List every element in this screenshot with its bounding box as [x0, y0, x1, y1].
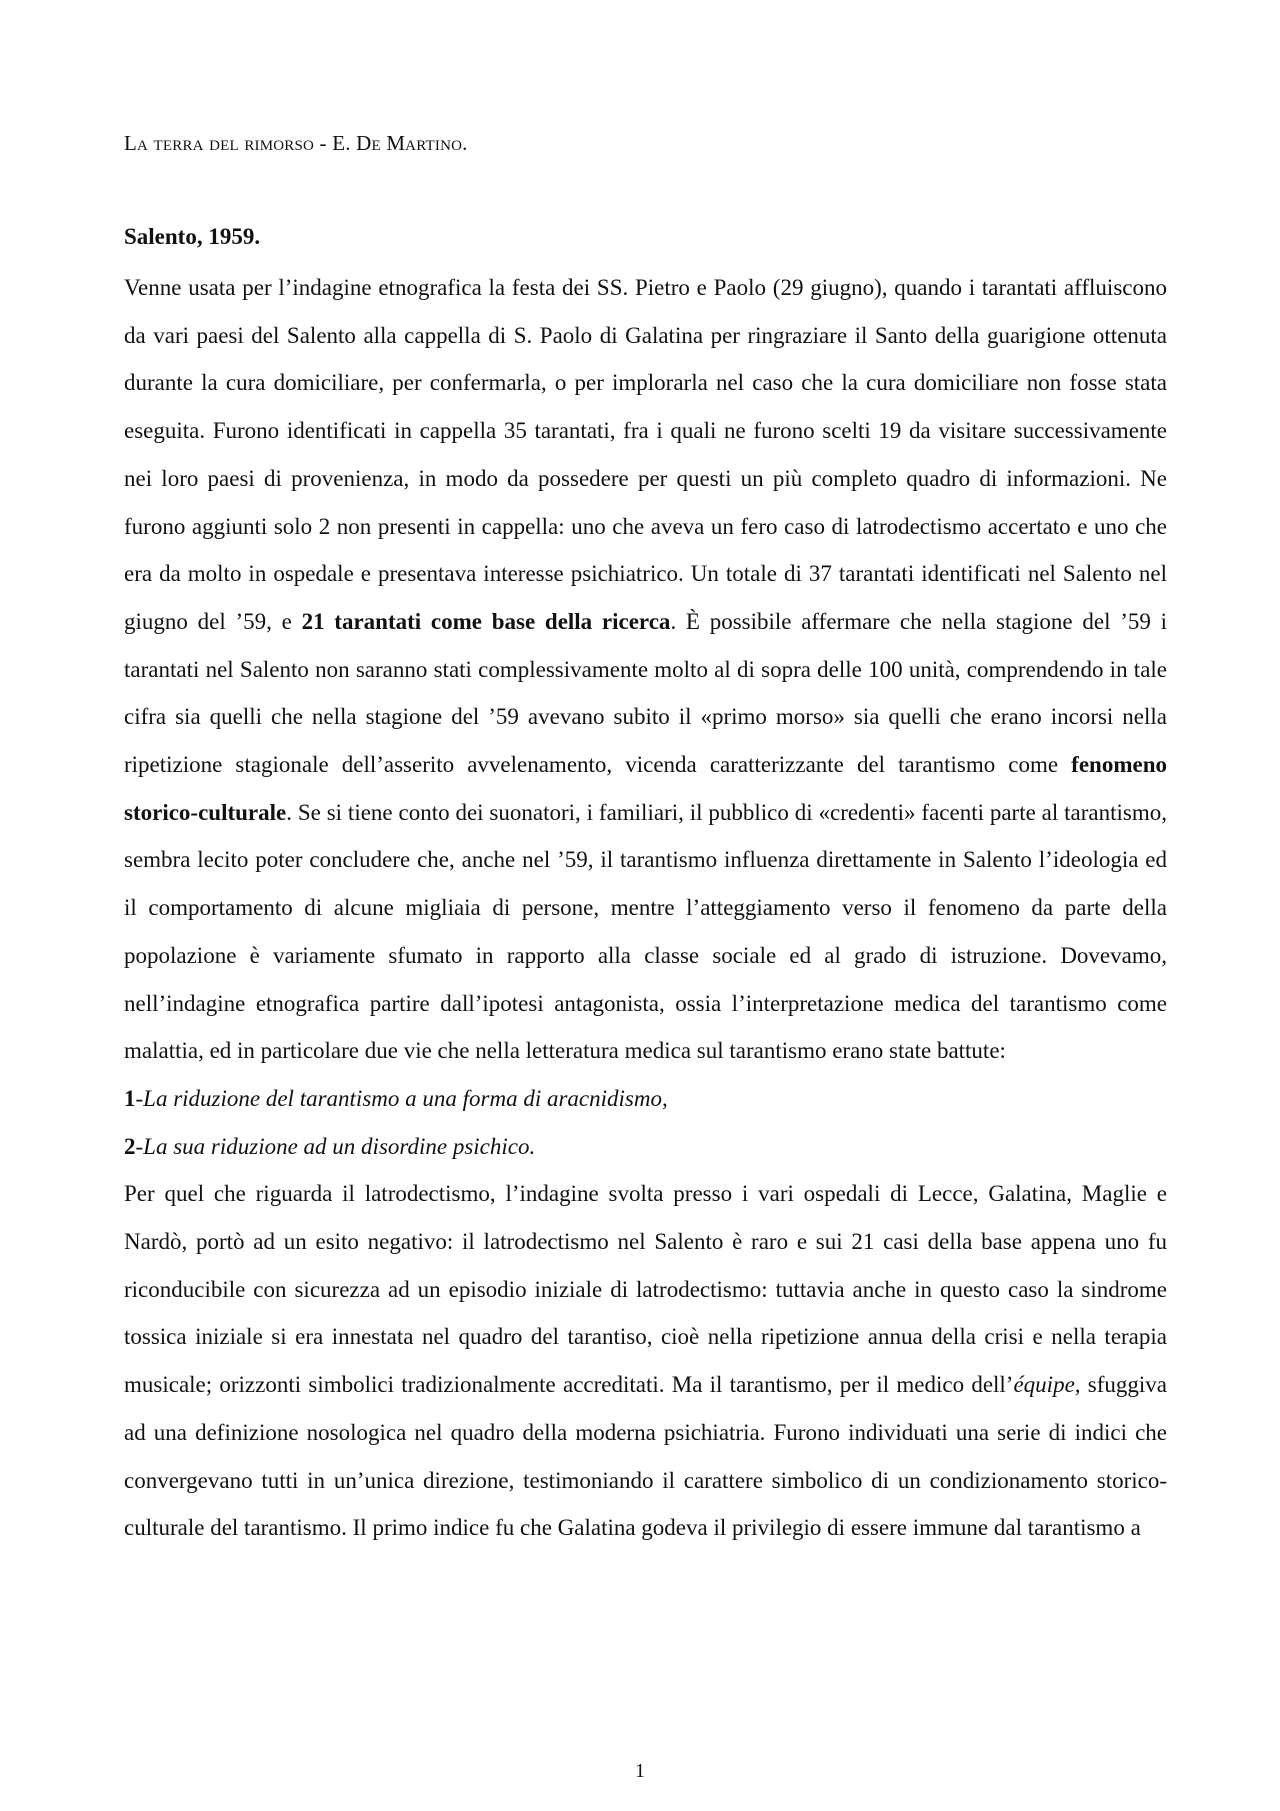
paragraph-1-text-b: . È possibile affermare che nella stagione del ’59 i tarantati nel Salento non saranno stati complessivamente molto al di sopra delle 100 unità, comprendendo in tale cifra sia quelli che nella stagione del ’59 avevano subito il «primo morso» sia quelli che erano incorsi nella ripetizione stagionale dell’asserito avvelenamento, vicenda caratterizzante del tarantismo come: [124, 608, 1167, 778]
section-heading: Salento, 1959.: [124, 224, 261, 249]
paragraph-1-text-a: Venne usata per l’indagine etnografica la festa dei SS. Pietro e Paolo (29 giugno), quando i tarantati affluiscono da vari paesi del Salento alla cappella di S. Paolo di Galatina per ringraziare il Santo della guarigione ottenuta durante la cura domiciliare, per confermarla, o per implorarla nel caso che la cura domiciliare non fosse stata eseguita. Furono identificati in cappella 35 tarantati, fra i quali ne furono scelti 19 da visitare successivamente nei loro paesi di provenienza, in modo da possedere per questi un più completo quadro di informazioni. Ne furono aggiunti solo 2 non presenti in cappella: uno che aveva un fero caso di latrodectismo accertato e uno che era da molto in ospedale e presentava interesse psichiatrico. Un totale di 37 tarantati identificati nel Salento nel giugno del ’59, e: [124, 275, 1167, 634]
document-body: [124, 264, 1167, 1552]
paragraph-1-bold-b: fenomeno storico-culturale: [124, 752, 1167, 825]
document-title: [124, 128, 468, 158]
list-item-text: La sua riduzione ad un disordine psichico.: [143, 1133, 536, 1159]
list-item-number: 2: [124, 1133, 136, 1159]
title-work: La terra del rimorso -: [124, 131, 333, 155]
list-item-sep: -: [135, 1085, 144, 1111]
paragraph-2: [124, 1170, 1167, 1552]
list-item: [124, 1075, 1167, 1123]
list-item: [124, 1123, 1167, 1171]
paragraph-1: [124, 264, 1167, 1075]
title-author-initial: E.: [332, 131, 357, 155]
paragraph-1-text-c: . Se si tiene conto dei suonatori, i familiari, il pubblico di «credenti» facenti parte al tarantismo, sembra lecito poter concludere che, anche nel ’59, il tarantismo influenza direttamente in Salento l’ideologia ed il comportamento di alcune migliaia di persone, mentre l’atteggiamento verso il fenomeno da parte della popolazione è variamente sfumato in rapporto alla classe sociale ed al grado di istruzione. Dovevamo, nell’indagine etnografica partire dall’ipotesi antagonista, ossia l’interpretazione medica del tarantismo come malattia, ed in particolare due vie che nella letteratura medica sul tarantismo erano state battute:: [124, 799, 1167, 1064]
list-item-text: La riduzione del tarantismo a una forma di aracnidismo,: [143, 1085, 668, 1111]
page-number: 1: [635, 1760, 645, 1782]
paragraph-2-text-a: Per quel che riguarda il latrodectismo, l’indagine svolta presso i vari ospedali di Lecce, Galatina, Maglie e Nardò, portò ad un esito negativo: il latrodectismo nel Salento è raro e sui 21 casi della base appena uno fu riconducibile con sicurezza ad un episodio iniziale di latrodectismo: tuttavia anche in questo caso la sindrome tossica iniziale si era innestata nel quadro del tarantiso, cioè nella ripetizione annua della crisi e nella terapia musicale; orizzonti simbolici tradizionalmente accreditati. Ma il tarantismo, per il medico dell’: [124, 1181, 1167, 1398]
paragraph-1-bold-a: 21 tarantati come base della ricerca: [301, 608, 671, 634]
list-item-number: 1: [124, 1085, 136, 1111]
paragraph-2-text-b: sfuggiva ad una definizione nosologica nel quadro della moderna psichiatria. Furono individuati una serie di indici che convergevano tutti in un’unica direzione, testimoniando il carattere simbolico di un condizionamento storico-culturale del tarantismo. Il primo indice fu che Galatina godeva il privilegio di essere immune dal tarantismo a: [124, 1372, 1167, 1541]
title-author-particle: De: [356, 131, 387, 155]
list-item-sep: -: [135, 1133, 144, 1159]
title-author-surname: Martino: [386, 131, 463, 155]
paragraph-2-italic: équipe,: [1013, 1372, 1081, 1398]
title-end: .: [462, 131, 468, 155]
